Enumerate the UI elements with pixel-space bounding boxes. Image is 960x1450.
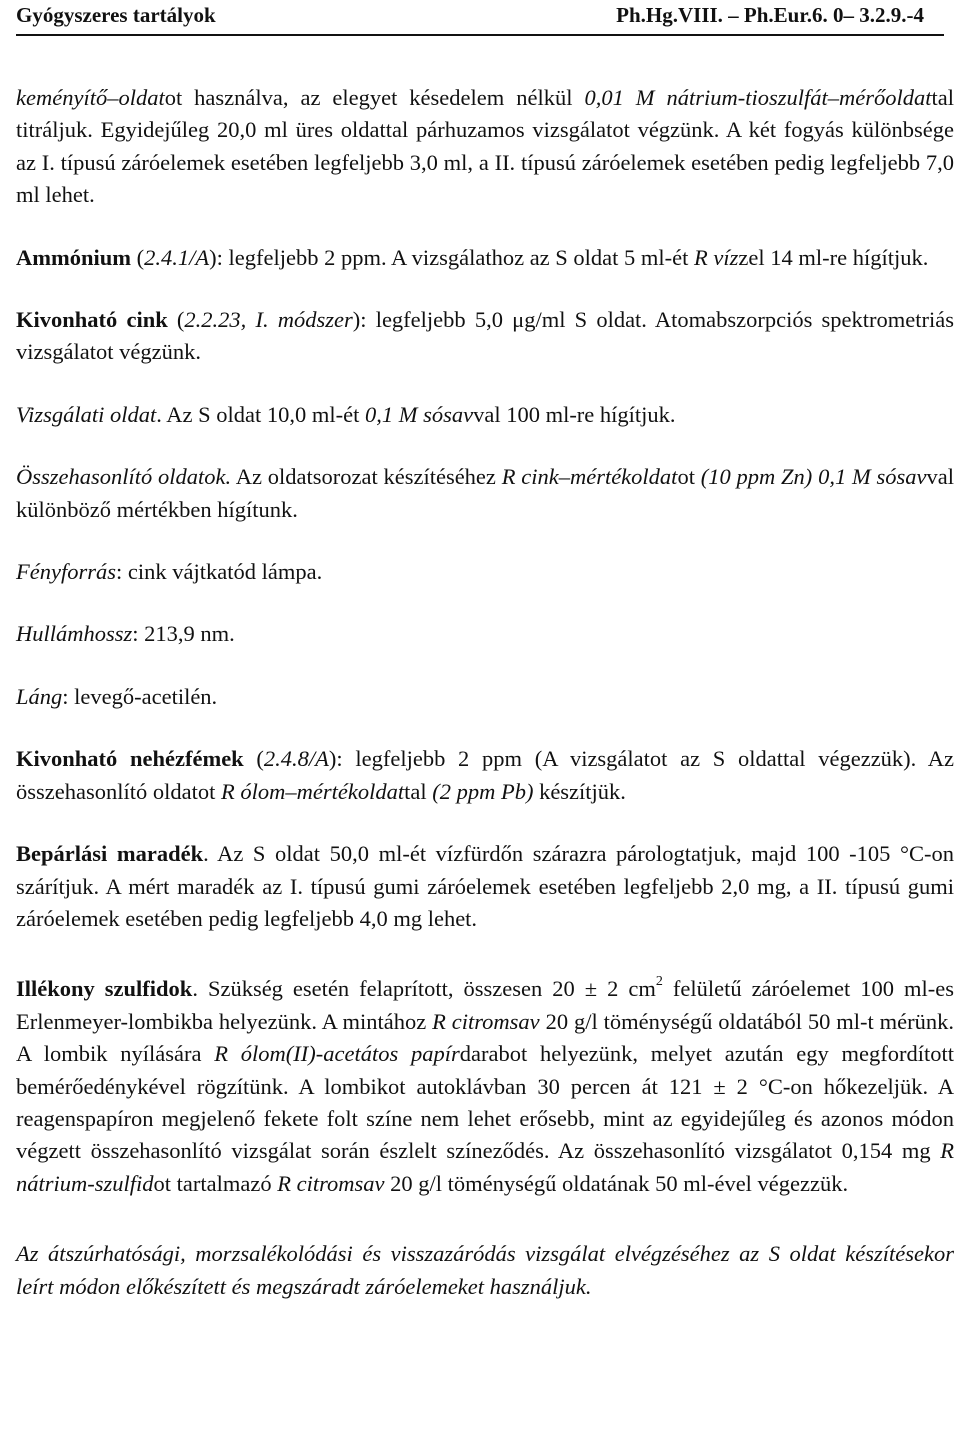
document-body — [16, 82, 954, 1303]
method-reference: 2.2.23, I. módszer — [184, 307, 353, 333]
reagent-citric-acid: R citromsav — [277, 1170, 385, 1196]
wavelength: Hullámhossz: 213,9 nm. — [16, 621, 235, 647]
section-zinc: Kivonható cink (2.2.23, I. módszer): legfeljebb 5,0 μg/ml S oldat. Atomabszorpciós spektrometriás vizsgálatot végzünk. — [16, 307, 954, 365]
section-title-heavy-metals: Kivonható nehézfémek — [16, 746, 244, 772]
test-solution: Vizsgálati oldat. Az S oldat 10,0 ml-ét 0,1 M sósavval 100 ml-re hígítjuk. — [16, 401, 676, 427]
reagent-lead-acetate-paper: R ólom(II)-acetátos papír — [214, 1041, 460, 1067]
reagent-water: R víz — [694, 244, 739, 270]
section-title-sulfides: Illékony szulfidok — [16, 976, 193, 1002]
section-title-residue: Bepárlási maradék — [16, 841, 204, 867]
header-reference: Ph.Hg.VIII. – Ph.Eur.6. 0– 3.2.9.-4 — [616, 3, 924, 27]
section-title-zinc: Kivonható cink — [16, 307, 168, 333]
section-title-ammonium: Ammónium — [16, 244, 132, 270]
reagent-citric-acid: R citromsav — [432, 1008, 540, 1034]
method-reference: 2.4.8/A — [263, 746, 329, 772]
wavelength-label: Hullámhossz — [16, 621, 133, 647]
reference-solutions: Összehasonlító oldatok. Az oldatsorozat készítéséhez R cink–mértékoldatot (10 ppm Zn) 0,1 M sósavval különböző mértékben hígítunk. — [16, 464, 955, 522]
reagent-lead-standard: R ólom–mértékoldat — [220, 778, 405, 804]
section-sulfides: Illékony szulfidok. Szükség esetén felaprított, összesen 20 ± 2 $cm^2$ felületű záróelemet 100 ml-es Erlenmeyer-lombikba helyezünk. A mintához R citromsav 20 g/l töménységű oldatából 50 ml-t mérünk. A lombik nyílására R ólom(II)-acetátos papírdarabot helyezünk, melyet azután egy megfordított bemérőedénykével rögzítünk. A lombikot autoklávban 30 percen át 121 ± 2 °C-on hőkezeljük. A reagenspapíron megjelenő fekete folt színe nem lehet erősebb, mint az egyidejűleg és azonos módon végzett összehasonlító vizsgálat során észlelt színeződés. Az összehasonlító vizsgálatot 0,154 mg R nátrium-szulfidot tartalmazó R citromsav 20 g/l töménységű oldatának 50 ml-ével végezzük. — [16, 973, 954, 1196]
reagent-zinc-standard: R cink–mértékoldat — [501, 464, 678, 490]
light-source-label: Fényforrás — [16, 559, 116, 585]
section-ammonium: Ammónium (2.4.1/A): legfeljebb 2 ppm. A vizsgálathoz az S oldat 5 ml-ét R vízzel 14 ml-re hígítjuk. — [16, 244, 929, 270]
test-solution-label: Vizsgálati oldat — [16, 401, 157, 427]
reagent-hcl: 0,1 M sósav — [364, 401, 474, 427]
reagent-sodium-sulfide: R nátrium-szulfid — [16, 1138, 954, 1196]
method-reference: 2.4.1/A — [144, 244, 210, 270]
final-note: Az átszúrhatósági, morzsalékolódási és visszazáródás vizsgálat elvégzéséhez az S oldat készítésekor leírt módon előkészített és megszáradt záróelemeket használjuk. — [16, 1241, 954, 1299]
lead-concentration: (2 ppm Pb) — [432, 778, 534, 804]
reagent-zinc-hcl: (10 ppm Zn) 0,1 M sósav — [700, 464, 927, 490]
flame-label: Láng — [16, 683, 63, 709]
section-heavy-metals: Kivonható nehézfémek (2.4.8/A): legfeljebb 2 ppm (A vizsgálatot az S oldattal végezzük). Az összehasonlító oldatot R ólom–mértékoldattal (2 ppm Pb) készítjük. — [16, 746, 955, 804]
reagent-starch: keményítő–oldat — [16, 85, 165, 110]
reference-solutions-label: Összehasonlító oldatok. — [16, 464, 232, 490]
header-title: Gyógyszeres tartályok — [16, 3, 216, 27]
paragraph-titration: keményítő–oldatot használva, az elegyet késedelem nélkül 0,01 M nátrium-tioszulfát–mérőoldattal titráljuk. Egyidejűleg 20,0 ml üres oldattal párhuzamos vizsgálatot végzünk. A két fogyás különbsége az I. típusú záróelemek esetében legfeljebb 3,0 ml, a II. típusú záróelemek esetében pedig legfeljebb 7,0 ml lehet. — [16, 85, 954, 208]
flame: Láng: levegő-acetilén. — [16, 683, 218, 709]
reagent-thiosulfate: 0,01 M nátrium-tioszulfát–mérőoldat — [584, 85, 932, 110]
light-source: Fényforrás: cink vájtkatód lámpa. — [16, 559, 323, 585]
section-residue: Bepárlási maradék. Az S oldat 50,0 ml-ét vízfürdőn szárazra párologtatjuk, majd 100 -105 °C-on szárítjuk. A mért maradék az I. típusú gumi záróelemek esetében legfeljebb 2,0 mg, a II. típusú gumi záróelemek esetében pedig legfeljebb 4,0 mg lehet. — [16, 841, 955, 931]
page-header — [16, 0, 944, 36]
